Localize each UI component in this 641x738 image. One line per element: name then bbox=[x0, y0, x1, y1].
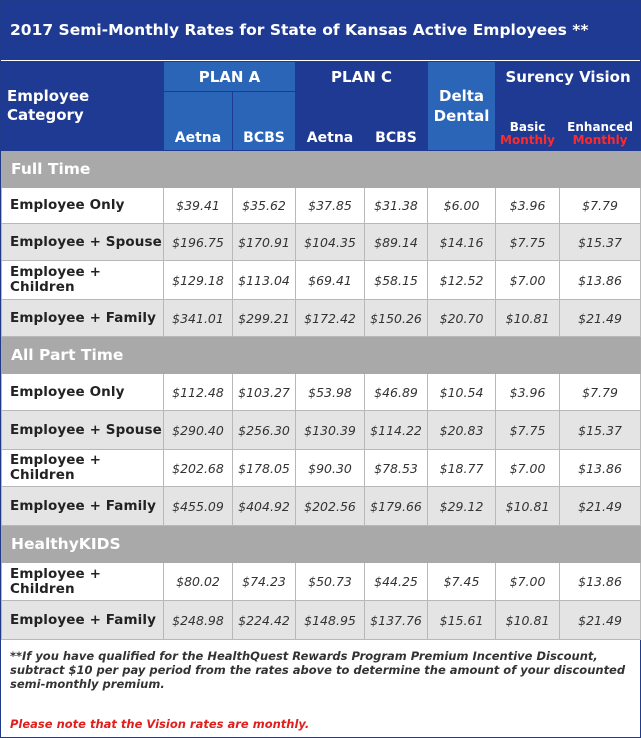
rate-cell: $112.48 bbox=[164, 374, 233, 411]
table-row bbox=[2, 224, 641, 261]
header-plan-a-bcbs: BCBS bbox=[233, 92, 296, 151]
row-label: Employee + Children bbox=[2, 450, 164, 487]
rate-cell: $7.79 bbox=[560, 374, 641, 411]
header-plan-c-bcbs: BCBS bbox=[365, 92, 428, 151]
rate-cell: $150.26 bbox=[365, 300, 428, 337]
rate-cell: $13.86 bbox=[560, 261, 641, 300]
rate-cell: $404.92 bbox=[233, 487, 296, 526]
rate-cell: $103.27 bbox=[233, 374, 296, 411]
rate-cell: $15.37 bbox=[560, 224, 641, 261]
row-label: Employee + Spouse bbox=[2, 411, 164, 450]
rate-cell: $7.75 bbox=[496, 411, 560, 450]
rate-cell: $202.68 bbox=[164, 450, 233, 487]
rate-cell: $7.00 bbox=[496, 261, 560, 300]
rate-cell: $130.39 bbox=[296, 411, 365, 450]
section-header: Full Time bbox=[2, 151, 641, 188]
rate-cell: $10.54 bbox=[428, 374, 496, 411]
rate-cell: $14.16 bbox=[428, 224, 496, 261]
rate-cell: $6.00 bbox=[428, 188, 496, 224]
table-row bbox=[2, 300, 641, 337]
header-plan-c-aetna: Aetna bbox=[296, 92, 365, 151]
header-vision-basic bbox=[496, 92, 560, 151]
rate-cell: $7.75 bbox=[496, 224, 560, 261]
rate-cell: $7.79 bbox=[560, 188, 641, 224]
rate-cell: $31.38 bbox=[365, 188, 428, 224]
rate-cell: $290.40 bbox=[164, 411, 233, 450]
rate-cell: $129.18 bbox=[164, 261, 233, 300]
rate-cell: $196.75 bbox=[164, 224, 233, 261]
rate-cell: $7.00 bbox=[496, 563, 560, 601]
rate-cell: $12.52 bbox=[428, 261, 496, 300]
rate-cell: $46.89 bbox=[365, 374, 428, 411]
row-label: Employee + Children bbox=[2, 563, 164, 601]
rate-cell: $20.70 bbox=[428, 300, 496, 337]
rate-cell: $69.41 bbox=[296, 261, 365, 300]
rate-cell: $21.49 bbox=[560, 487, 641, 526]
rate-cell: $50.73 bbox=[296, 563, 365, 601]
header-plan-a: PLAN A bbox=[164, 62, 296, 92]
table-header bbox=[2, 62, 641, 151]
rate-cell: $114.22 bbox=[365, 411, 428, 450]
table-row bbox=[2, 563, 641, 601]
rate-cell: $455.09 bbox=[164, 487, 233, 526]
row-label: Employee Only bbox=[2, 374, 164, 411]
rate-cell: $3.96 bbox=[496, 374, 560, 411]
rate-cell: $80.02 bbox=[164, 563, 233, 601]
rates-table bbox=[1, 61, 641, 640]
header-vision-basic-label: Basic bbox=[509, 120, 546, 134]
table-row bbox=[2, 487, 641, 526]
discount-footnote: **If you have qualified for the HealthQuest Rewards Program Premium Incentive Discount, subtract $10 per pay period from the rates above to determine the amount of your discounted semi-monthly premium. bbox=[10, 649, 626, 691]
header-vision-enhanced-label: Enhanced bbox=[567, 120, 633, 134]
header-plan-a-aetna: Aetna bbox=[164, 92, 233, 151]
rate-cell: $15.61 bbox=[428, 601, 496, 640]
rate-cell: $137.76 bbox=[365, 601, 428, 640]
rate-cell: $18.77 bbox=[428, 450, 496, 487]
rate-cell: $58.15 bbox=[365, 261, 428, 300]
row-label: Employee + Family bbox=[2, 300, 164, 337]
rate-cell: $179.66 bbox=[365, 487, 428, 526]
rate-cell: $178.05 bbox=[233, 450, 296, 487]
rate-cell: $3.96 bbox=[496, 188, 560, 224]
rate-cell: $74.23 bbox=[233, 563, 296, 601]
rate-cell: $341.01 bbox=[164, 300, 233, 337]
rate-cell: $21.49 bbox=[560, 601, 641, 640]
rate-cell: $256.30 bbox=[233, 411, 296, 450]
rate-cell: $224.42 bbox=[233, 601, 296, 640]
rate-cell: $21.49 bbox=[560, 300, 641, 337]
rate-cell: $13.86 bbox=[560, 563, 641, 601]
rate-cell: $172.42 bbox=[296, 300, 365, 337]
table-row bbox=[2, 374, 641, 411]
rate-cell: $299.21 bbox=[233, 300, 296, 337]
row-label: Employee + Children bbox=[2, 261, 164, 300]
rate-cell: $202.56 bbox=[296, 487, 365, 526]
row-label: Employee + Spouse bbox=[2, 224, 164, 261]
header-vision-enhanced bbox=[560, 92, 641, 151]
table-row bbox=[2, 411, 641, 450]
table-row bbox=[2, 601, 641, 640]
rate-cell: $35.62 bbox=[233, 188, 296, 224]
table-row bbox=[2, 450, 641, 487]
rate-cell: $37.85 bbox=[296, 188, 365, 224]
section-header: HealthyKIDS bbox=[2, 526, 641, 563]
rate-cell: $10.81 bbox=[496, 300, 560, 337]
rate-cell: $248.98 bbox=[164, 601, 233, 640]
rate-cell: $10.81 bbox=[496, 487, 560, 526]
table-row bbox=[2, 261, 641, 300]
header-plan-c: PLAN C bbox=[296, 62, 428, 92]
rate-cell: $89.14 bbox=[365, 224, 428, 261]
rate-cell: $113.04 bbox=[233, 261, 296, 300]
header-vision-basic-monthly: Monthly bbox=[500, 133, 555, 147]
rate-cell: $20.83 bbox=[428, 411, 496, 450]
rate-cell: $39.41 bbox=[164, 188, 233, 224]
rate-cell: $53.98 bbox=[296, 374, 365, 411]
rate-cell: $44.25 bbox=[365, 563, 428, 601]
header-vision-enhanced-monthly: Monthly bbox=[572, 133, 628, 147]
row-label: Employee Only bbox=[2, 188, 164, 224]
header-delta-dental bbox=[428, 62, 496, 151]
header-delta-dental-label: Delta Dental bbox=[433, 87, 490, 125]
row-label: Employee + Family bbox=[2, 601, 164, 640]
rate-cell: $78.53 bbox=[365, 450, 428, 487]
section-header: All Part Time bbox=[2, 337, 641, 374]
rate-cell: $104.35 bbox=[296, 224, 365, 261]
rate-cell: $7.45 bbox=[428, 563, 496, 601]
rate-cell: $170.91 bbox=[233, 224, 296, 261]
rate-cell: $10.81 bbox=[496, 601, 560, 640]
rate-cell: $90.30 bbox=[296, 450, 365, 487]
table-row bbox=[2, 188, 641, 224]
rate-cell: $148.95 bbox=[296, 601, 365, 640]
rate-cell: $15.37 bbox=[560, 411, 641, 450]
rate-cell: $13.86 bbox=[560, 450, 641, 487]
rate-cell: $29.12 bbox=[428, 487, 496, 526]
header-employee-category: Employee Category bbox=[2, 62, 164, 151]
row-label: Employee + Family bbox=[2, 487, 164, 526]
table-body bbox=[2, 151, 641, 640]
header-surency-vision: Surency Vision bbox=[496, 62, 641, 92]
rate-cell: $7.00 bbox=[496, 450, 560, 487]
page-title: 2017 Semi-Monthly Rates for State of Kansas Active Employees ** bbox=[1, 1, 640, 60]
vision-note: Please note that the Vision rates are monthly. bbox=[10, 717, 310, 731]
